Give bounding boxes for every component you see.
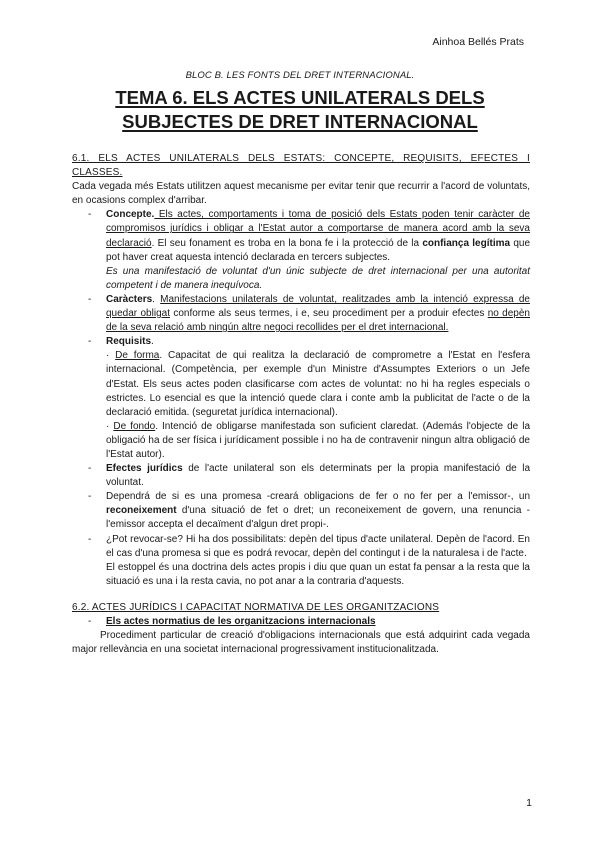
efectes-text: de l'acte unilateral son els determinats per la propia manifestació de la voluntat. bbox=[106, 463, 531, 489]
actes-normatius-term: Els actes normatius de les organitzacions internacionals bbox=[106, 616, 376, 627]
forma-bullet: · bbox=[106, 350, 116, 362]
fondo-text: . Intenció de obligarse manifestada son suficient claredat. (Además l'objecte de la obligació ha de ser física i jurídicament possible i no ha de contravenir ningun altra obligació de l'Estat autor). bbox=[106, 420, 531, 460]
title-line-2: SUBJECTES DE DRET INTERNACIONAL bbox=[122, 111, 478, 132]
estoppel-text: El estoppel és una doctrina dels actes propis i diu que quan un estat fa pensar a la resta que la situació es una i la resta cavia, no pot anar a la contraria d'aquests. bbox=[106, 561, 530, 587]
fondo-bullet: · bbox=[106, 420, 114, 432]
concepte-rest-2: que pot haver creat aquesta intenció declarada en tercers subjectes. bbox=[106, 237, 531, 263]
efectes-term: Efectes jurídics bbox=[106, 463, 183, 475]
title-line-1: TEMA 6. ELS ACTES UNILATERALS DELS bbox=[115, 87, 485, 108]
author-name: Ainhoa Bellés Prats bbox=[432, 36, 524, 48]
list-item-revocar bbox=[106, 533, 530, 589]
concepte-bold: confiança legítima bbox=[422, 237, 511, 249]
concepte-term: Concepte. bbox=[106, 209, 155, 221]
fondo-term: De fondo bbox=[113, 420, 156, 432]
list-item-caracters bbox=[106, 293, 530, 335]
section-1-list bbox=[72, 208, 530, 589]
concepte-italic-note: Es una manifestació de voluntat d'un únic subjecte de dret internacional per una autoritat competent i de manera inequívoca. bbox=[106, 265, 530, 291]
requisits-term: Requisits bbox=[106, 336, 152, 348]
depen-bold: reconeixement bbox=[106, 505, 177, 517]
requisits-fondo bbox=[106, 420, 530, 462]
list-item-depen bbox=[106, 490, 530, 532]
list-item-requisits bbox=[106, 335, 530, 462]
concepte-underlined: Els actes, comportaments i toma de posició dels Estats poden tenir caràcter de compromisos jurídics i obligar a l'Estat autor a comportarse de manera acord amb la seva declaració bbox=[106, 209, 530, 249]
page-title bbox=[0, 86, 600, 134]
list-item-actes-normatius bbox=[106, 615, 530, 629]
depen-text-2: d'una situació de fet o dret; un reconeixement de govern, una renuncia -l'emissor accepta el decaïment d'algun dret propi-. bbox=[106, 505, 530, 531]
bloc-subtitle: BLOC B. LES FONTS DEL DRET INTERNACIONAL. bbox=[185, 70, 415, 81]
requisits-forma bbox=[106, 349, 530, 419]
caracters-rest-1: conforme als seus termes, i e, seu procediment per a produir efectes bbox=[169, 308, 488, 320]
caracters-dot: . bbox=[152, 293, 161, 305]
section-1-heading: 6.1. ELS ACTES UNILATERALS DELS ESTATS: CONCEPTE, REQUISITS, EFECTES I CLASSES. bbox=[72, 153, 530, 179]
forma-term: De forma bbox=[115, 350, 160, 362]
concepte-rest-1: . El seu fonament es troba en la bona fe i la protecció de la bbox=[151, 237, 423, 249]
list-item-concepte bbox=[106, 208, 530, 293]
caracters-term: Caràcters bbox=[106, 293, 153, 305]
revocar-text: ¿Pot revocar-se? Hi ha dos possibilitats: depèn del tipus d'acte unilateral. Depèn de l'acord. En el cas d'una promesa si que es podrá revocar, depèn del contingut i de la naturalesa i de l'acte. bbox=[106, 533, 530, 559]
caracters-underlined-2: no depèn de la seva relació amb ningún altre negoci recollides per el dret internacional. bbox=[106, 308, 530, 334]
requisits-dot: . bbox=[151, 336, 154, 348]
forma-text: . Capacitat de qui realitza la declaració de comprometre a l'Estat en l'esfera internacional. (Competència, per exemple d'un Ministre d'Assumptes Exteriors o un Jefe d'Estat. Els seus actes poden clasificarse com actes de voluntat: no hi ha regles especials o estrictes. Lo esencial es que la intenció quede clara i conte amb la publicitat de l'acte o de la declaració emitida. (seguretat jurídica internacional). bbox=[106, 350, 531, 418]
actes-normatius-text: Procediment particular de creació d'obligacions internacionals que está adquirint cada vegada major rellevància en una societat internacional progressivament institucionalitzada. bbox=[72, 630, 530, 656]
list-item-efectes bbox=[106, 462, 530, 490]
document-body bbox=[72, 152, 530, 657]
page-number: 1 bbox=[526, 797, 532, 809]
depen-text-1: Dependrá de si es una promesa -creará obligacions de fer o no fer per a l'emissor-, un bbox=[106, 491, 530, 503]
section-2-list bbox=[72, 615, 530, 629]
section-1-intro: Cada vegada més Estats utilitzen aquest mecanisme per evitar tenir que recurrir a l'acord de voluntats, en ocasions complex d'arribar. bbox=[72, 181, 530, 207]
section-gap bbox=[72, 589, 530, 601]
section-2-heading: 6.2. ACTES JURÍDICS I CAPACITAT NORMATIVA DE LES ORGANITZACIONS bbox=[72, 601, 440, 613]
caracters-underlined-1: Manifestacions unilaterals de voluntat, realitzades amb la intenció expressa de quedar obligat bbox=[106, 293, 530, 320]
